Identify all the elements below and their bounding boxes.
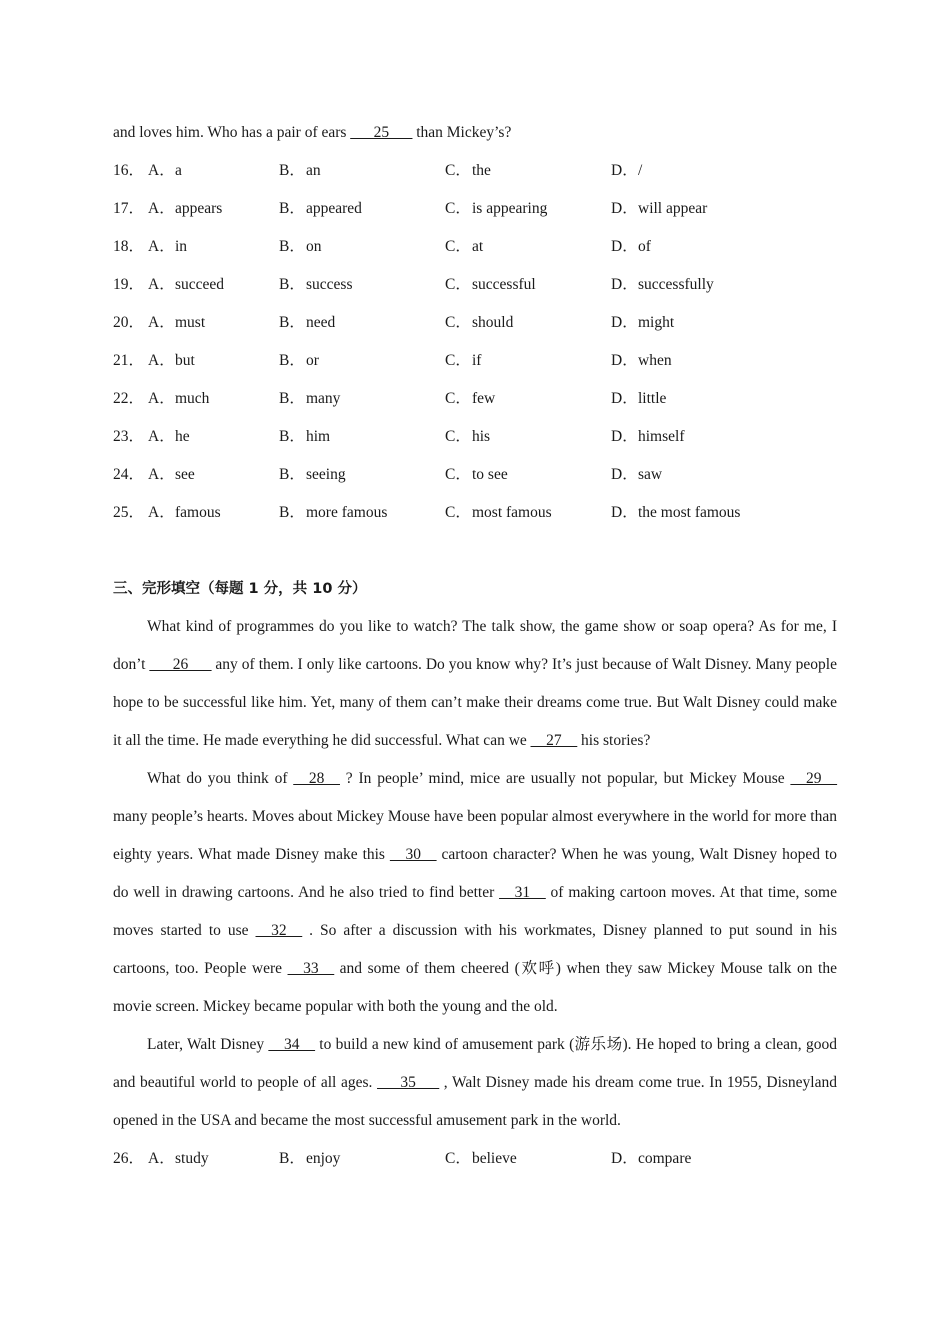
option-letter: C． xyxy=(445,428,471,445)
option-text: himself xyxy=(638,428,685,445)
option-letter: A． xyxy=(148,200,175,217)
passage-text: . So after a discussion with his workmates, Disney planned to put sound in his cartoons, too. People were xyxy=(113,922,837,977)
option-text: a xyxy=(175,162,182,179)
option-text: is appearing xyxy=(472,200,548,217)
option-letter: A． xyxy=(148,352,175,369)
option-text: / xyxy=(638,162,643,179)
passage-text: What do you think of xyxy=(147,770,294,787)
option-letter: B． xyxy=(279,200,305,217)
option-c xyxy=(445,418,490,456)
option-text: an xyxy=(306,162,321,179)
question-row xyxy=(113,380,837,418)
option-d xyxy=(611,456,662,494)
answer-blank: __30__ xyxy=(389,846,437,863)
option-letter: D． xyxy=(611,276,638,293)
cloze-passage xyxy=(113,608,837,1140)
option-letter: C． xyxy=(445,504,471,521)
option-text: few xyxy=(472,390,496,407)
option-text: need xyxy=(306,314,336,331)
option-text: successfully xyxy=(638,276,714,293)
option-text: might xyxy=(638,314,675,331)
option-text: successful xyxy=(472,276,536,293)
option-a xyxy=(148,418,190,456)
option-letter: A． xyxy=(148,1150,175,1167)
option-b xyxy=(279,1140,340,1178)
option-letter: D． xyxy=(611,314,638,331)
option-d xyxy=(611,304,674,342)
option-letter: B． xyxy=(279,314,305,331)
option-b xyxy=(279,304,335,342)
option-letter: D． xyxy=(611,238,638,255)
option-text: in xyxy=(175,238,188,255)
answer-blank: ___35___ xyxy=(377,1074,440,1091)
option-text: but xyxy=(175,352,195,369)
option-a xyxy=(148,342,195,380)
option-letter: B． xyxy=(279,466,305,483)
option-letter: C． xyxy=(445,162,471,179)
option-text: seeing xyxy=(306,466,346,483)
option-text: must xyxy=(175,314,206,331)
option-text: enjoy xyxy=(306,1150,341,1167)
answer-blank: __28__ xyxy=(293,770,340,787)
question-row xyxy=(113,304,837,342)
section-title: 三、完形填空（每题 1 分，共 10 分） xyxy=(113,581,367,597)
option-b xyxy=(279,342,319,380)
option-letter: A． xyxy=(148,390,175,407)
option-text: on xyxy=(306,238,322,255)
option-d xyxy=(611,342,672,380)
document-page xyxy=(113,114,837,1178)
answer-blank: ___25___ xyxy=(350,124,413,141)
option-d xyxy=(611,228,651,266)
option-letter: C． xyxy=(445,200,471,217)
option-d xyxy=(611,266,714,304)
option-text: the most famous xyxy=(638,504,741,521)
option-c xyxy=(445,152,491,190)
option-b xyxy=(279,190,362,228)
option-letter: D． xyxy=(611,162,638,179)
option-d xyxy=(611,1140,691,1178)
question-number: 25． xyxy=(113,504,145,521)
option-d xyxy=(611,418,685,456)
answer-blank: __34__ xyxy=(268,1036,315,1053)
option-b xyxy=(279,456,346,494)
answer-blank: __29__ xyxy=(790,770,837,787)
passage-text: ? In people’ mind, mice are usually not popular, but Mickey Mouse xyxy=(339,770,791,787)
option-letter: D． xyxy=(611,1150,638,1167)
passage-paragraph xyxy=(113,760,837,1026)
question-row xyxy=(113,190,837,228)
option-letter: D． xyxy=(611,352,638,369)
option-letter: C． xyxy=(445,276,471,293)
passage-text: Later, Walt Disney xyxy=(147,1036,269,1053)
option-letter: A． xyxy=(148,314,175,331)
option-text: if xyxy=(472,352,482,369)
option-text: succeed xyxy=(175,276,225,293)
option-a xyxy=(148,228,187,266)
answer-blank: __27__ xyxy=(530,732,578,749)
option-c xyxy=(445,266,536,304)
question-row xyxy=(113,1140,837,1178)
question-number: 17． xyxy=(113,200,145,217)
option-text: when xyxy=(638,352,672,369)
question-row xyxy=(113,266,837,304)
option-text: at xyxy=(472,238,484,255)
question-row xyxy=(113,494,837,532)
option-letter: D． xyxy=(611,466,638,483)
question-number: 16． xyxy=(113,162,145,179)
answer-blank: __32__ xyxy=(255,922,303,939)
passage-tail-line xyxy=(113,114,837,152)
option-text: much xyxy=(175,390,210,407)
option-a xyxy=(148,380,209,418)
option-letter: C． xyxy=(445,466,471,483)
option-letter: C． xyxy=(445,238,471,255)
option-letter: B． xyxy=(279,352,305,369)
option-letter: D． xyxy=(611,200,638,217)
option-letter: D． xyxy=(611,428,638,445)
answer-blank: __33__ xyxy=(287,960,335,977)
option-c xyxy=(445,342,481,380)
option-letter: D． xyxy=(611,390,638,407)
option-text: of xyxy=(638,238,651,255)
question-row xyxy=(113,342,837,380)
option-a xyxy=(148,494,221,532)
answer-blank: __31__ xyxy=(499,884,546,901)
option-letter: A． xyxy=(148,238,175,255)
option-a xyxy=(148,266,224,304)
option-letter: A． xyxy=(148,162,175,179)
option-a xyxy=(148,152,182,190)
option-text: or xyxy=(306,352,319,369)
question-row xyxy=(113,456,837,494)
answer-blank: ___26___ xyxy=(149,656,212,673)
question-row xyxy=(113,152,837,190)
option-a xyxy=(148,1140,209,1178)
option-letter: C． xyxy=(445,314,471,331)
passage-text: of making cartoon moves. At that time, some moves started to use xyxy=(113,884,837,939)
option-text: more famous xyxy=(306,504,388,521)
option-letter: C． xyxy=(445,352,471,369)
question-list xyxy=(113,152,837,532)
question-row xyxy=(113,418,837,456)
passage-paragraph xyxy=(113,608,837,760)
option-c xyxy=(445,456,508,494)
option-c xyxy=(445,190,547,228)
option-text: many xyxy=(306,390,341,407)
passage-text: many people’s hearts. Moves about Mickey Mouse have been popular almost everywhere in the world for more than eighty years. What made Disney make this xyxy=(113,808,837,863)
option-letter: B． xyxy=(279,390,305,407)
question-row xyxy=(113,228,837,266)
option-text: will appear xyxy=(638,200,708,217)
option-text: to see xyxy=(472,466,508,483)
option-b xyxy=(279,418,330,456)
option-d xyxy=(611,190,707,228)
option-d xyxy=(611,380,666,418)
option-b xyxy=(279,228,322,266)
option-d xyxy=(611,152,642,190)
question-number: 22． xyxy=(113,390,145,407)
passage-text: and loves him. Who has a pair of ears xyxy=(113,124,351,141)
question-number: 24． xyxy=(113,466,145,483)
option-a xyxy=(148,190,222,228)
passage-text: cartoon character? When he was young, Walt Disney hoped to do well in drawing cartoons. And he also tried to find better xyxy=(113,846,837,901)
option-letter: A． xyxy=(148,466,175,483)
option-b xyxy=(279,266,353,304)
option-text: believe xyxy=(472,1150,517,1167)
option-text: compare xyxy=(638,1150,692,1167)
option-c xyxy=(445,228,483,266)
option-c xyxy=(445,494,552,532)
question-number: 21． xyxy=(113,352,145,369)
option-c xyxy=(445,380,495,418)
option-letter: C． xyxy=(445,390,471,407)
option-c xyxy=(445,1140,517,1178)
option-text: study xyxy=(175,1150,209,1167)
option-letter: B． xyxy=(279,276,305,293)
passage-text: to build a new kind of amusement park (游乐场). He hoped to bring a clean, good and beautiful world to people of all ages. xyxy=(113,1036,837,1091)
option-letter: A． xyxy=(148,504,175,521)
option-letter: A． xyxy=(148,428,175,445)
option-letter: B． xyxy=(279,238,305,255)
option-letter: B． xyxy=(279,428,305,445)
option-letter: B． xyxy=(279,1150,305,1167)
passage-text: than Mickey’s? xyxy=(412,124,512,141)
question-number: 18． xyxy=(113,238,145,255)
option-text: see xyxy=(175,466,195,483)
option-letter: B． xyxy=(279,162,305,179)
option-letter: C． xyxy=(445,1150,471,1167)
option-b xyxy=(279,152,321,190)
option-text: the xyxy=(472,162,491,179)
option-text: saw xyxy=(638,466,663,483)
option-text: success xyxy=(306,276,353,293)
option-text: famous xyxy=(175,504,221,521)
option-text: should xyxy=(472,314,514,331)
option-letter: B． xyxy=(279,504,305,521)
passage-text: and some of them cheered (欢呼) when they saw Mickey Mouse talk on the movie screen. Mickey became popular with both the young and the old. xyxy=(113,960,837,1015)
option-b xyxy=(279,380,340,418)
option-text: him xyxy=(306,428,331,445)
option-letter: A． xyxy=(148,276,175,293)
option-a xyxy=(148,304,205,342)
passage-text: What kind of programmes do you like to watch? The talk show, the game show or soap opera? As for me, I don’t xyxy=(113,618,837,673)
question-number: 26． xyxy=(113,1150,145,1167)
question-number: 23． xyxy=(113,428,145,445)
option-text: appears xyxy=(175,200,223,217)
passage-paragraph xyxy=(113,1026,837,1140)
option-c xyxy=(445,304,513,342)
option-text: he xyxy=(175,428,190,445)
option-text: his xyxy=(472,428,491,445)
option-d xyxy=(611,494,740,532)
option-letter: D． xyxy=(611,504,638,521)
question-number: 20． xyxy=(113,314,145,331)
option-text: little xyxy=(638,390,667,407)
question-number: 19． xyxy=(113,276,145,293)
question-list xyxy=(113,1140,837,1178)
option-text: most famous xyxy=(472,504,552,521)
option-a xyxy=(148,456,195,494)
option-text: appeared xyxy=(306,200,362,217)
passage-text: his stories? xyxy=(577,732,651,749)
option-b xyxy=(279,494,387,532)
passage-text: any of them. I only like cartoons. Do you know why? It’s just because of Walt Disney. Many people hope to be successful like him. Yet, many of them can’t make their dreams come true. But Walt Disney could make it all the time. He made everything he did successful. What can we xyxy=(113,656,837,749)
passage-text: , Walt Disney made his dream come true. In 1955, Disneyland opened in the USA and became the most successful amusement park in the world. xyxy=(113,1074,837,1129)
